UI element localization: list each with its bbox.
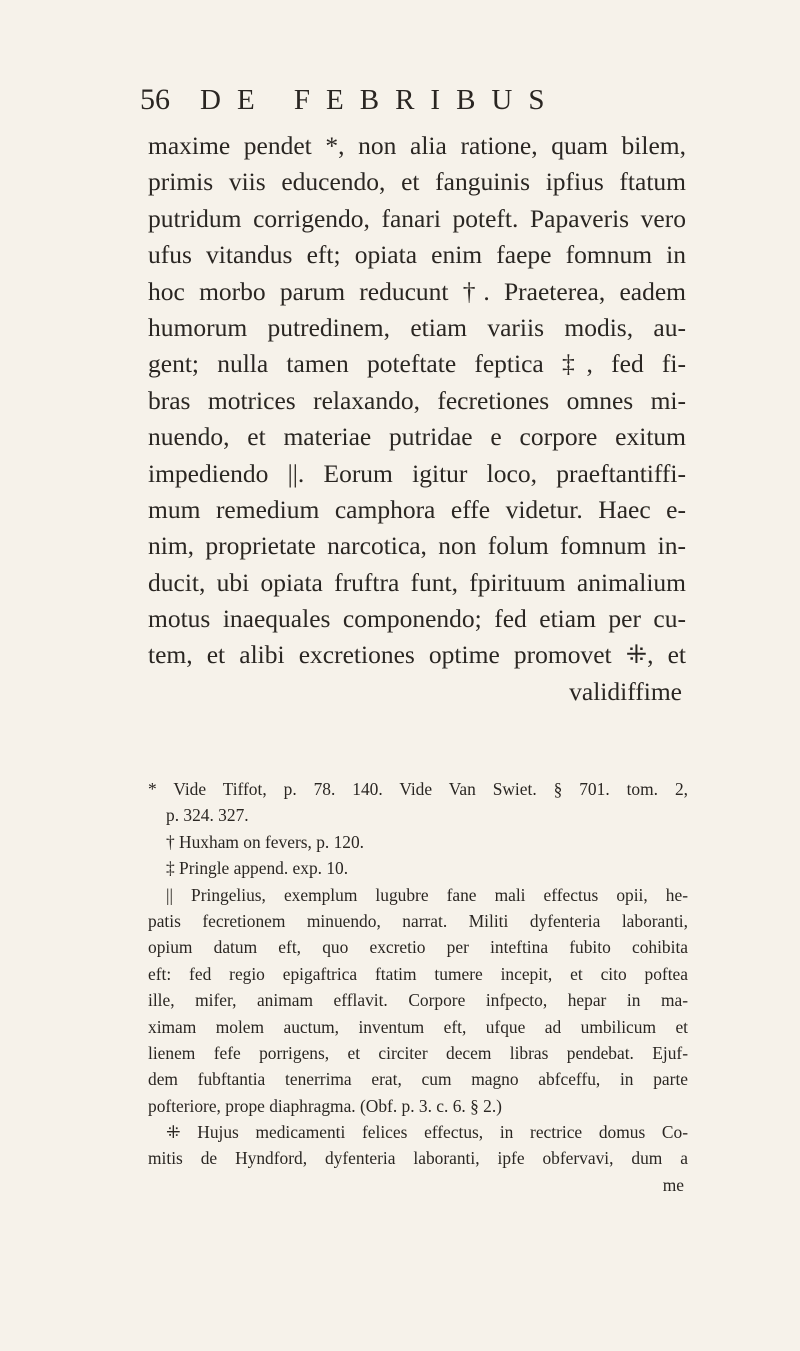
- main-text-block: [148, 128, 686, 710]
- footnote-line: dem fubftantia tenerrima erat, cum magno abfceffu, in parte: [148, 1069, 688, 1090]
- footnote-line: opium datum eft, quo excretio per inteftina fubito cohibita: [148, 937, 688, 958]
- main-text-line: ufus vitandus eft; opiata enim faepe fomnum in: [148, 240, 686, 270]
- footnote-line: eft: fed regio epigaftrica ftatim tumere incepit, et cito poftea: [148, 963, 688, 984]
- footnote-line: ille, mifer, animam efflavit. Corpore infpecto, hepar in ma-: [148, 990, 688, 1011]
- main-text-line: humorum putredinem, etiam variis modis, au-: [148, 312, 686, 342]
- main-text-line: impediendo ||. Eorum igitur loco, praeftantiffi-: [148, 458, 686, 488]
- footnotes-block: [148, 776, 688, 1198]
- footnote-line: ⁜ Hujus medicamenti felices effectus, in rectrice domus Co-: [166, 1122, 688, 1143]
- main-text-line: ducit, ubi opiata fruftra funt, fpirituum animalium: [148, 567, 686, 597]
- page-number: 56: [140, 83, 170, 116]
- main-text-line: maxime pendet *, non alia ratione, quam bilem,: [148, 131, 686, 160]
- footnote-line: patis fecretionem minuendo, narrat. Militi dyfenteria laboranti,: [148, 910, 688, 931]
- footnote-line: * Vide Tiffot, p. 78. 140. Vide Van Swiet. § 701. tom. 2,: [148, 779, 688, 799]
- main-text-line: hoc morbo parum reducunt †. Praeterea, eadem: [148, 276, 686, 306]
- main-text-line: motus inaequales componendo; fed etiam per cu-: [148, 604, 686, 634]
- main-text-line: mum remedium camphora effe videtur. Haec e-: [148, 494, 686, 524]
- main-catchword: validiffime: [569, 676, 682, 706]
- page-header: [140, 80, 660, 124]
- footnote-line: ximam molem auctum, inventum eft, ufque ad umbilicum et: [148, 1016, 688, 1037]
- main-text-line: primis viis educendo, et fanguinis ipfius ftatum: [148, 167, 686, 197]
- footnote-line: p. 324. 327.: [166, 805, 249, 826]
- footnote-line: lienem fefe porrigens, et circiter decem libras pendebat. Ejuf-: [148, 1042, 688, 1063]
- footnote-line: || Pringelius, exemplum lugubre fane mali effectus opii, he-: [166, 884, 688, 905]
- main-text-line: bras motrices relaxando, fecretiones omnes mi-: [148, 385, 686, 415]
- footnote-line: † Huxham on fevers, p. 120.: [166, 831, 365, 852]
- footnote-catchword: me: [662, 1174, 684, 1195]
- footnote-line: mitis de Hyndford, dyfenteria laboranti, ipfe obfervavi, dum a: [148, 1148, 688, 1169]
- main-text-line: putridum corrigendo, fanari poteft. Papaveris vero: [148, 203, 686, 233]
- main-text-line: nim, proprietate narcotica, non folum fomnum in-: [148, 531, 686, 561]
- footnote-line: pofteriore, prope diaphragma. (Obf. p. 3. c. 6. § 2.): [148, 1095, 502, 1116]
- running-title: DE FEBRIBUS: [200, 84, 561, 116]
- main-text-line: nuendo, et materiae putridae e corpore exitum: [148, 422, 686, 452]
- footnote-line: ‡ Pringle append. exp. 10.: [166, 858, 349, 879]
- main-text-line: tem, et alibi excretiones optime promovet ⁜, et: [148, 640, 686, 670]
- main-text-line: gent; nulla tamen poteftate feptica ‡, fed fi-: [148, 349, 686, 379]
